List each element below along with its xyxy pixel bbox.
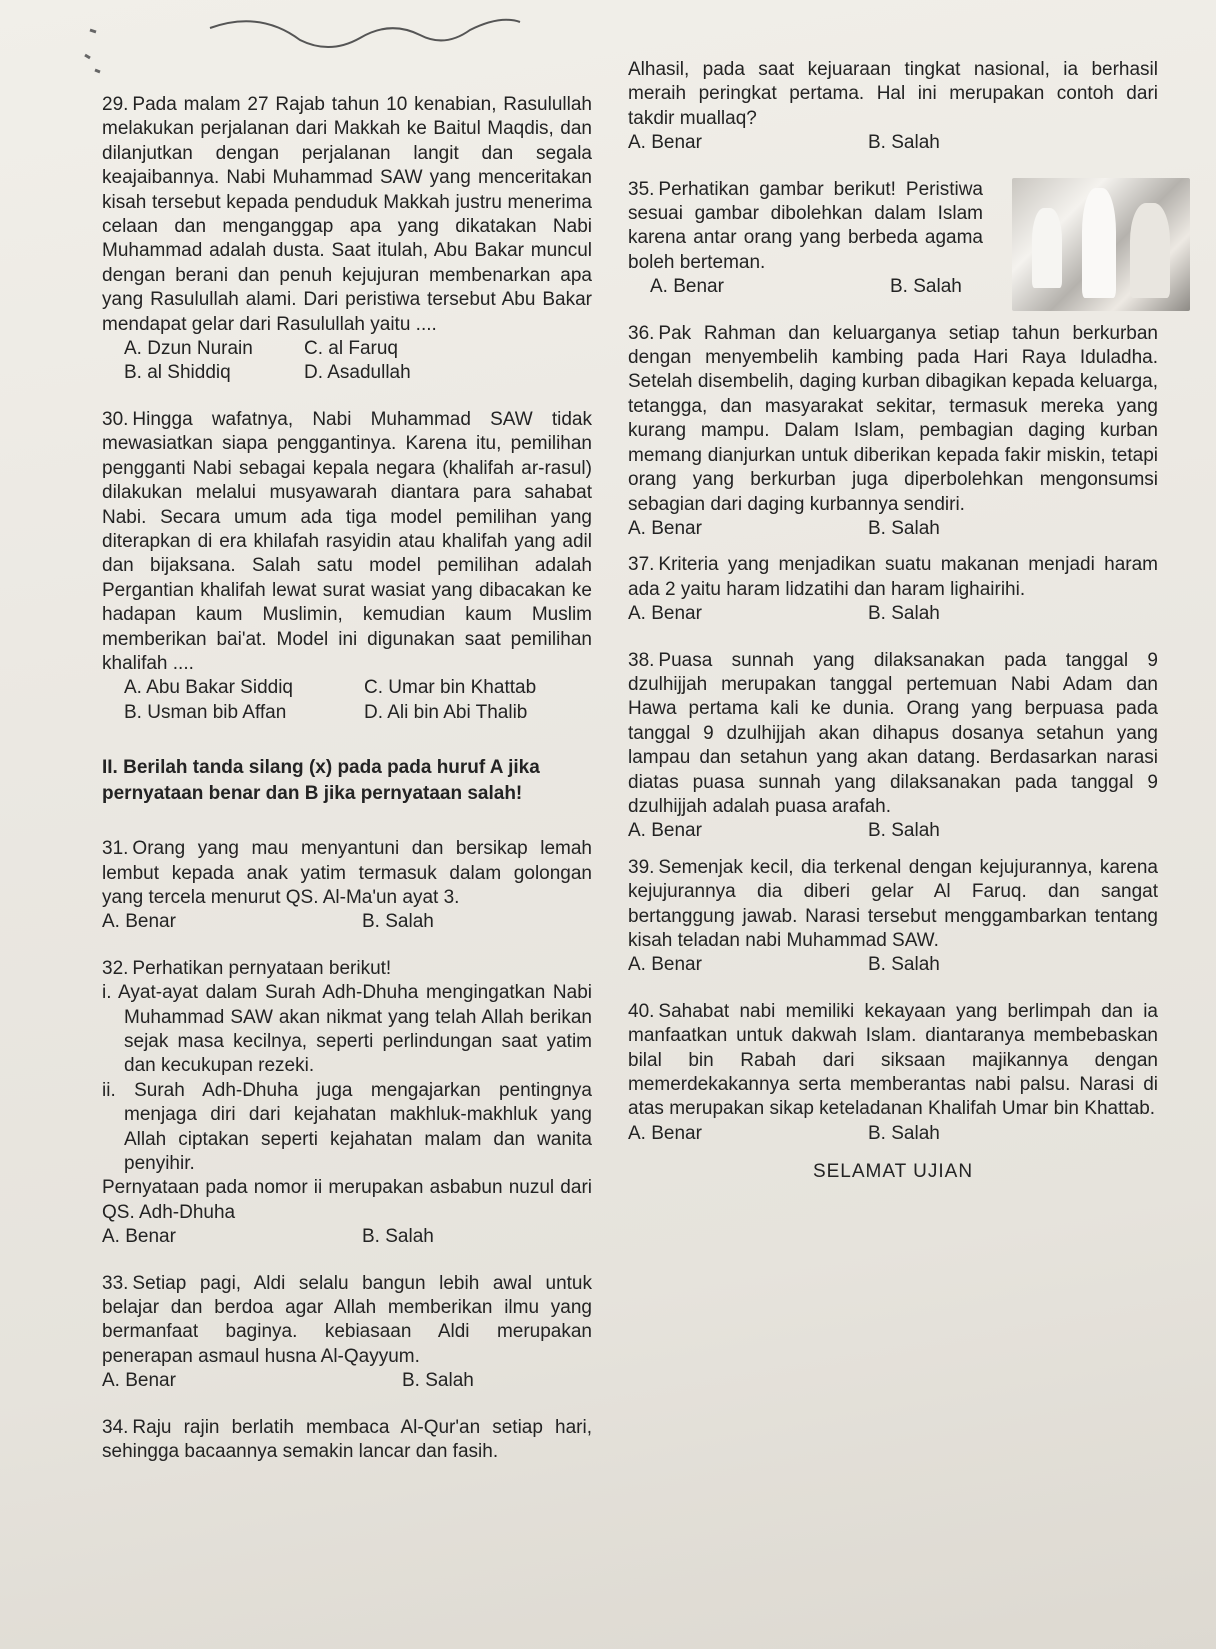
question-29 [102, 93, 592, 337]
option-a[interactable]: A. Abu Bakar Siddiq [124, 677, 293, 699]
question-text: Kriteria yang menjadikan suatu makanan menjadi haram ada 2 yaitu haram lidzatihi dan haram lighairihi. [628, 554, 1158, 600]
option-c[interactable]: C. Umar bin Khattab [364, 677, 537, 699]
question-34 [102, 1416, 592, 1465]
question-33 [102, 1272, 592, 1370]
question-text: Raju rajin berlatih membaca Al-Qur'an setiap hari, sehingga bacaannya semakin lancar dan fasih. [102, 1416, 592, 1463]
question-number: 33. [102, 1272, 129, 1294]
question-text: Pak Rahman dan keluarganya setiap tahun berkurban dengan menyembelih kambing pada Hari Raya Iduladha. Setelah disembelih, daging kurban dibagikan kepada keluarga, tetangga, dan masyarakat sekitar, termasuk mereka yang kurang mampu. Dalam Islam, pembagian daging kurban memang dianjurkan untuk diberikan kepada fakir miskin, tetapi orang yang berkurban juga diperbolehkan mengonsumsi sebagian dari daging kurbannya sendiri. [628, 322, 1158, 515]
option-b[interactable]: B. Salah [868, 517, 940, 539]
options-33 [102, 1369, 592, 1393]
question-text: Puasa sunnah yang dilaksanakan pada tanggal 9 dzulhijjah merupakan tanggal pertemuan Nabi Adam dan Hawa pertama kali ke dunia. Orang yang berpuasa pada tanggal 9 dzulhijjah akan dihapus dosanya setahun yang lampau dan setahun yang akan datang. Berdasarkan narasi diatas puasa sunnah yang dilaksanakan pada tanggal 9 dzulhijjah adalah puasa arafah. [628, 649, 1158, 817]
statement-ii: ii. Surah Adh-Dhuha juga mengajarkan pentingnya menjaga diri dari kejahatan makhluk-makhluk yang Allah ciptakan seperti kejahatan malam dan wanita penyihir. [102, 1079, 592, 1175]
left-column [102, 93, 592, 1465]
option-b[interactable]: B. Salah [890, 276, 962, 298]
options-40 [628, 1122, 1158, 1146]
question-number: 40. [628, 1000, 655, 1022]
question-37 [628, 553, 1158, 602]
question-text: Semenjak kecil, dia terkenal dengan kejujurannya, karena kejujurannya dia diberi gelar Al Faruq. dan sangat bertanggung jawab. Narasi tersebut menggambarkan tentang kisah teladan nabi Muhammad SAW. [628, 856, 1158, 951]
option-d[interactable]: D. Asadullah [304, 362, 411, 384]
options-37 [628, 602, 1158, 626]
question-39 [628, 856, 1158, 954]
question-number: 30. [102, 408, 129, 430]
person-figure [1082, 188, 1116, 298]
question-32-conclusion: Pernyataan pada nomor ii merupakan asbabun nuzul dari QS. Adh-Dhuha [102, 1177, 592, 1223]
question-text: Hingga wafatnya, Nabi Muhammad SAW tidak mewasiatkan siapa penggantinya. Karena itu, pemilihan pengganti Nabi sebagai kepala negara (khalifah ar-rasul) dilakukan melalui musyawarah diantara para sahabat Nabi. Secara umum ada tiga model pemilihan yang diterapkan di era khilafah rasyidin atau khalifah yang adil dan bijaksana. Salah satu model pemilihan adalah Pergantian khalifah lewat surat wasiat yang dibacakan ke hadapan kaum Muslimin, kemudian kaum Muslim memberikan bai'at. Model ini digunakan saat pemilihan khalifah .... [102, 408, 592, 674]
question-text: Setiap pagi, Aldi selalu bangun lebih awal untuk belajar dan berdoa agar Allah memberikan ilmu yang bermanfaat baginya. kebiasaan Aldi merupakan penerapan asmaul husna Al-Qayyum. [102, 1272, 592, 1367]
option-b[interactable]: B. Salah [402, 1370, 474, 1392]
options-38 [628, 819, 1158, 843]
question-31 [102, 837, 592, 910]
question-38 [628, 649, 1158, 820]
options-36 [628, 517, 1158, 541]
option-a[interactable]: A. Benar [102, 1226, 176, 1248]
option-b[interactable]: B. Salah [868, 820, 940, 842]
option-d[interactable]: D. Ali bin Abi Thalib [364, 701, 528, 723]
question-text: Pada malam 27 Rajab tahun 10 kenabian, Rasulullah melakukan perjalanan dari Makkah ke Baitul Maqdis, dan dilanjutkan dengan perjalanan langit dan segala keajaibannya. Nabi Muhammad SAW yang menceritakan kisah tersebut kepada penduduk Makkah justru menerima celaan dan menganggap apa yang dikatakan Nabi Muhammad adalah dusta. Saat itulah, Abu Bakar muncul dengan berani dan penuh kejujuran membenarkan apa yang Rasulullah alami. Dari peristiwa tersebut Abu Bakar mendapat gelar dari Rasulullah yaitu .... [102, 94, 592, 335]
option-a[interactable]: A. Benar [628, 132, 702, 154]
option-a[interactable]: A. Benar [628, 954, 702, 976]
question-number: 38. [628, 649, 655, 671]
question-29-continued: Alhasil, pada saat kejuaraan tingkat nasional, ia berhasil meraih peringkat pertama. Hal ini merupakan contoh dari takdir muallaq? [628, 59, 1158, 129]
option-a[interactable]: A. Benar [102, 911, 176, 933]
option-b[interactable]: B. Salah [362, 911, 434, 933]
question-text: Orang yang mau menyantuni dan bersikap lemah lembut kepada anak yatim termasuk dalam golongan yang tercela menurut QS. Al-Ma'un ayat 3. [102, 838, 592, 908]
option-b[interactable]: B. Salah [868, 954, 940, 976]
option-a[interactable]: A. Benar [628, 1122, 702, 1144]
option-a[interactable]: A. Benar [628, 517, 702, 539]
closing-text: SELAMAT UJIAN [812, 1161, 974, 1183]
option-b[interactable]: B. al Shiddiq [124, 362, 231, 384]
option-a[interactable]: A. Dzun Nurain [124, 338, 253, 360]
options-32 [102, 1225, 592, 1249]
options-29 [102, 337, 592, 386]
question-number: 39. [628, 856, 655, 878]
option-c[interactable]: C. al Faruq [304, 338, 398, 360]
question-number: 29. [102, 94, 129, 115]
option-a[interactable]: A. Benar [650, 276, 724, 298]
option-a[interactable]: A. Benar [628, 820, 702, 842]
question-35-photo [1012, 178, 1190, 311]
option-a[interactable]: A. Benar [628, 603, 702, 625]
question-36 [628, 322, 1158, 517]
question-text: Sahabat nabi memiliki kekayaan yang berlimpah dan ia manfaatkan untuk dakwah Islam. diantaranya membebaskan bilal bin Rabah dari siksaan majikannya dengan memerdekakannya serta memberantas nabi palsu. Narasi di atas merupakan sikap keteladanan Khalifah Umar bin Khattab. [628, 1000, 1158, 1120]
option-b[interactable]: B. Salah [868, 132, 940, 154]
option-a[interactable]: A. Benar [102, 1370, 176, 1392]
statement-i: i. Ayat-ayat dalam Surah Adh-Dhuha mengingatkan Nabi Muhammad SAW akan nikmat yang telah Allah berikan sejak masa kecilnya, seperti perlindungan saat yatim dan kecukupan rezeki. [102, 982, 592, 1077]
person-figure [1032, 208, 1062, 288]
option-b[interactable]: B. Usman bib Affan [124, 701, 287, 723]
question-number: 34. [102, 1416, 129, 1438]
question-number: 36. [628, 322, 655, 344]
options-39 [628, 953, 1158, 977]
question-40 [628, 1000, 1158, 1122]
question-30 [102, 408, 592, 676]
options-30 [102, 676, 592, 725]
option-b[interactable]: B. Salah [868, 1122, 940, 1144]
person-figure [1130, 203, 1170, 298]
option-b[interactable]: B. Salah [868, 603, 940, 625]
question-number: 32. [102, 957, 129, 979]
option-b[interactable]: B. Salah [362, 1226, 434, 1248]
question-number: 37. [628, 554, 655, 576]
question-number: 35. [628, 178, 655, 200]
options-31 [102, 910, 592, 934]
section-2-instruction: II. Berilah tanda silang (x) pada pada huruf A jika pernyataan benar dan B jika pernyataan salah! [102, 757, 540, 805]
options-29-continued [628, 131, 1158, 155]
question-number: 31. [102, 838, 129, 860]
question-32 [102, 957, 592, 981]
question-text: Perhatikan gambar berikut! Peristiwa sesuai gambar dibolehkan dalam Islam karena antar orang yang berbeda agama boleh berteman. [628, 178, 983, 273]
question-intro: Perhatikan pernyataan berikut! [132, 957, 392, 979]
